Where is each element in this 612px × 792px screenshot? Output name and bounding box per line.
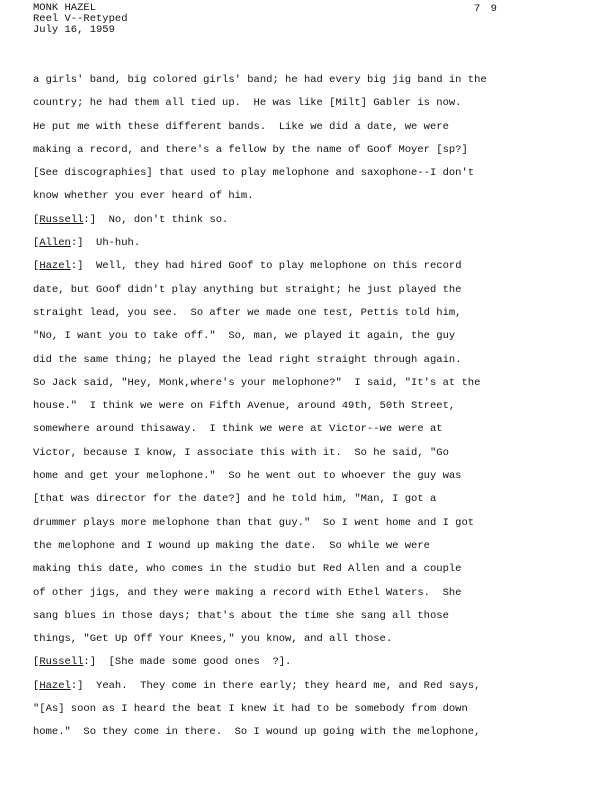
transcript-line xyxy=(33,139,603,162)
line-text: [See discographies] that used to play melophone and saxophone--I don't xyxy=(33,167,475,180)
transcript-line xyxy=(33,675,603,698)
transcript-line xyxy=(33,605,603,628)
transcript-line xyxy=(33,535,603,558)
speaker-name: Hazel xyxy=(39,260,71,273)
line-text: :] No, don't think so. xyxy=(83,213,229,226)
transcript-line xyxy=(33,302,603,325)
speaker-name: Russell xyxy=(39,213,84,226)
reel-label: Reel V--Retyped xyxy=(33,13,128,25)
line-text: straight lead, you see. So after we made one test, Pettis told him, xyxy=(33,306,462,319)
transcript-line xyxy=(33,116,603,139)
transcript-line xyxy=(33,372,603,395)
line-text: a girls' band, big colored girls' band; he had every big jig band in the xyxy=(33,74,487,86)
line-text: of other jigs, and they were making a record with Ethel Waters. She xyxy=(33,586,462,599)
transcript-line xyxy=(33,651,603,674)
page-number: 7 9 xyxy=(474,3,499,15)
transcript-line xyxy=(33,255,603,278)
transcript-line xyxy=(33,185,603,208)
line-text: :] [She made some good ones ?]. xyxy=(83,656,292,669)
line-text: somewhere around thisaway. I think we were at Victor--we were at xyxy=(33,423,443,436)
transcript-line xyxy=(33,349,603,372)
line-text: date, but Goof didn't play anything but straight; he just played the xyxy=(33,283,462,296)
transcript-line xyxy=(33,279,603,302)
transcript-line xyxy=(33,162,603,185)
transcript-line xyxy=(33,209,603,232)
line-text: did the same thing; he played the lead right straight through again. xyxy=(33,353,462,366)
transcript-line xyxy=(33,512,603,535)
speaker-bracket: [ xyxy=(33,260,40,273)
line-text: sang blues in those days; that's about the time she sang all those xyxy=(33,609,449,622)
transcript-line xyxy=(33,721,603,744)
line-text: "[As] soon as I heard the beat I knew it had to be somebody from down xyxy=(33,703,468,716)
speaker-bracket: [ xyxy=(33,656,40,669)
line-text: Victor, because I know, I associate this with it. So he said, "Go xyxy=(33,446,449,459)
speaker-bracket: [ xyxy=(33,679,40,692)
transcript-line xyxy=(33,488,603,511)
line-text: drummer plays more melophone than that guy." So I went home and I got xyxy=(33,516,475,529)
transcript-line xyxy=(33,395,603,418)
line-text: house." I think we were on Fifth Avenue, around 49th, 50th Street, xyxy=(33,400,456,413)
line-text: :] Well, they had hired Goof to play melophone on this record xyxy=(70,260,462,273)
line-text: making this date, who comes in the studio but Red Allen and a couple xyxy=(33,563,462,576)
page-header xyxy=(33,3,128,36)
speaker-bracket: [ xyxy=(33,237,40,250)
interviewee-name: MONK HAZEL xyxy=(33,2,97,14)
transcript-line xyxy=(33,69,603,92)
transcript-line xyxy=(33,628,603,651)
transcript-body xyxy=(33,69,603,745)
line-text: home." So they come in there. So I wound up going with the melophone, xyxy=(33,726,481,739)
line-text: home and get your melophone." So he went out to whoever the guy was xyxy=(33,470,462,483)
transcript-line xyxy=(33,442,603,465)
transcript-line xyxy=(33,582,603,605)
transcript-line xyxy=(33,698,603,721)
speaker-name: Hazel xyxy=(39,679,71,692)
speaker-name: Allen xyxy=(39,237,71,250)
transcript-line xyxy=(33,465,603,488)
line-text: know whether you ever heard of him. xyxy=(33,190,254,203)
line-text: :] Uh-huh. xyxy=(70,237,141,250)
transcript-line xyxy=(33,418,603,441)
speaker-name: Russell xyxy=(39,656,84,669)
line-text: "No, I want you to take off." So, man, we played it again, the guy xyxy=(33,330,456,343)
line-text: [that was director for the date?] and he told him, "Man, I got a xyxy=(33,493,437,506)
line-text: the melophone and I wound up making the date. So while we were xyxy=(33,539,430,552)
speaker-bracket: [ xyxy=(33,213,40,226)
line-text: making a record, and there's a fellow by the name of Goof Moyer [sp?] xyxy=(33,143,468,156)
transcript-line xyxy=(33,558,603,581)
line-text: :] Yeah. They come in there early; they heard me, and Red says, xyxy=(70,679,481,692)
transcript-line xyxy=(33,92,603,115)
transcript-line xyxy=(33,232,603,255)
line-text: things, "Get Up Off Your Knees," you know, and all those. xyxy=(33,633,393,646)
transcript-line xyxy=(33,325,603,348)
line-text: So Jack said, "Hey, Monk,where's your melophone?" I said, "It's at the xyxy=(33,376,481,389)
line-text: country; he had them all tied up. He was like [Milt] Gabler is now. xyxy=(33,97,462,110)
line-text: He put me with these different bands. Like we did a date, we were xyxy=(33,120,449,133)
interview-date: July 16, 1959 xyxy=(33,24,115,36)
